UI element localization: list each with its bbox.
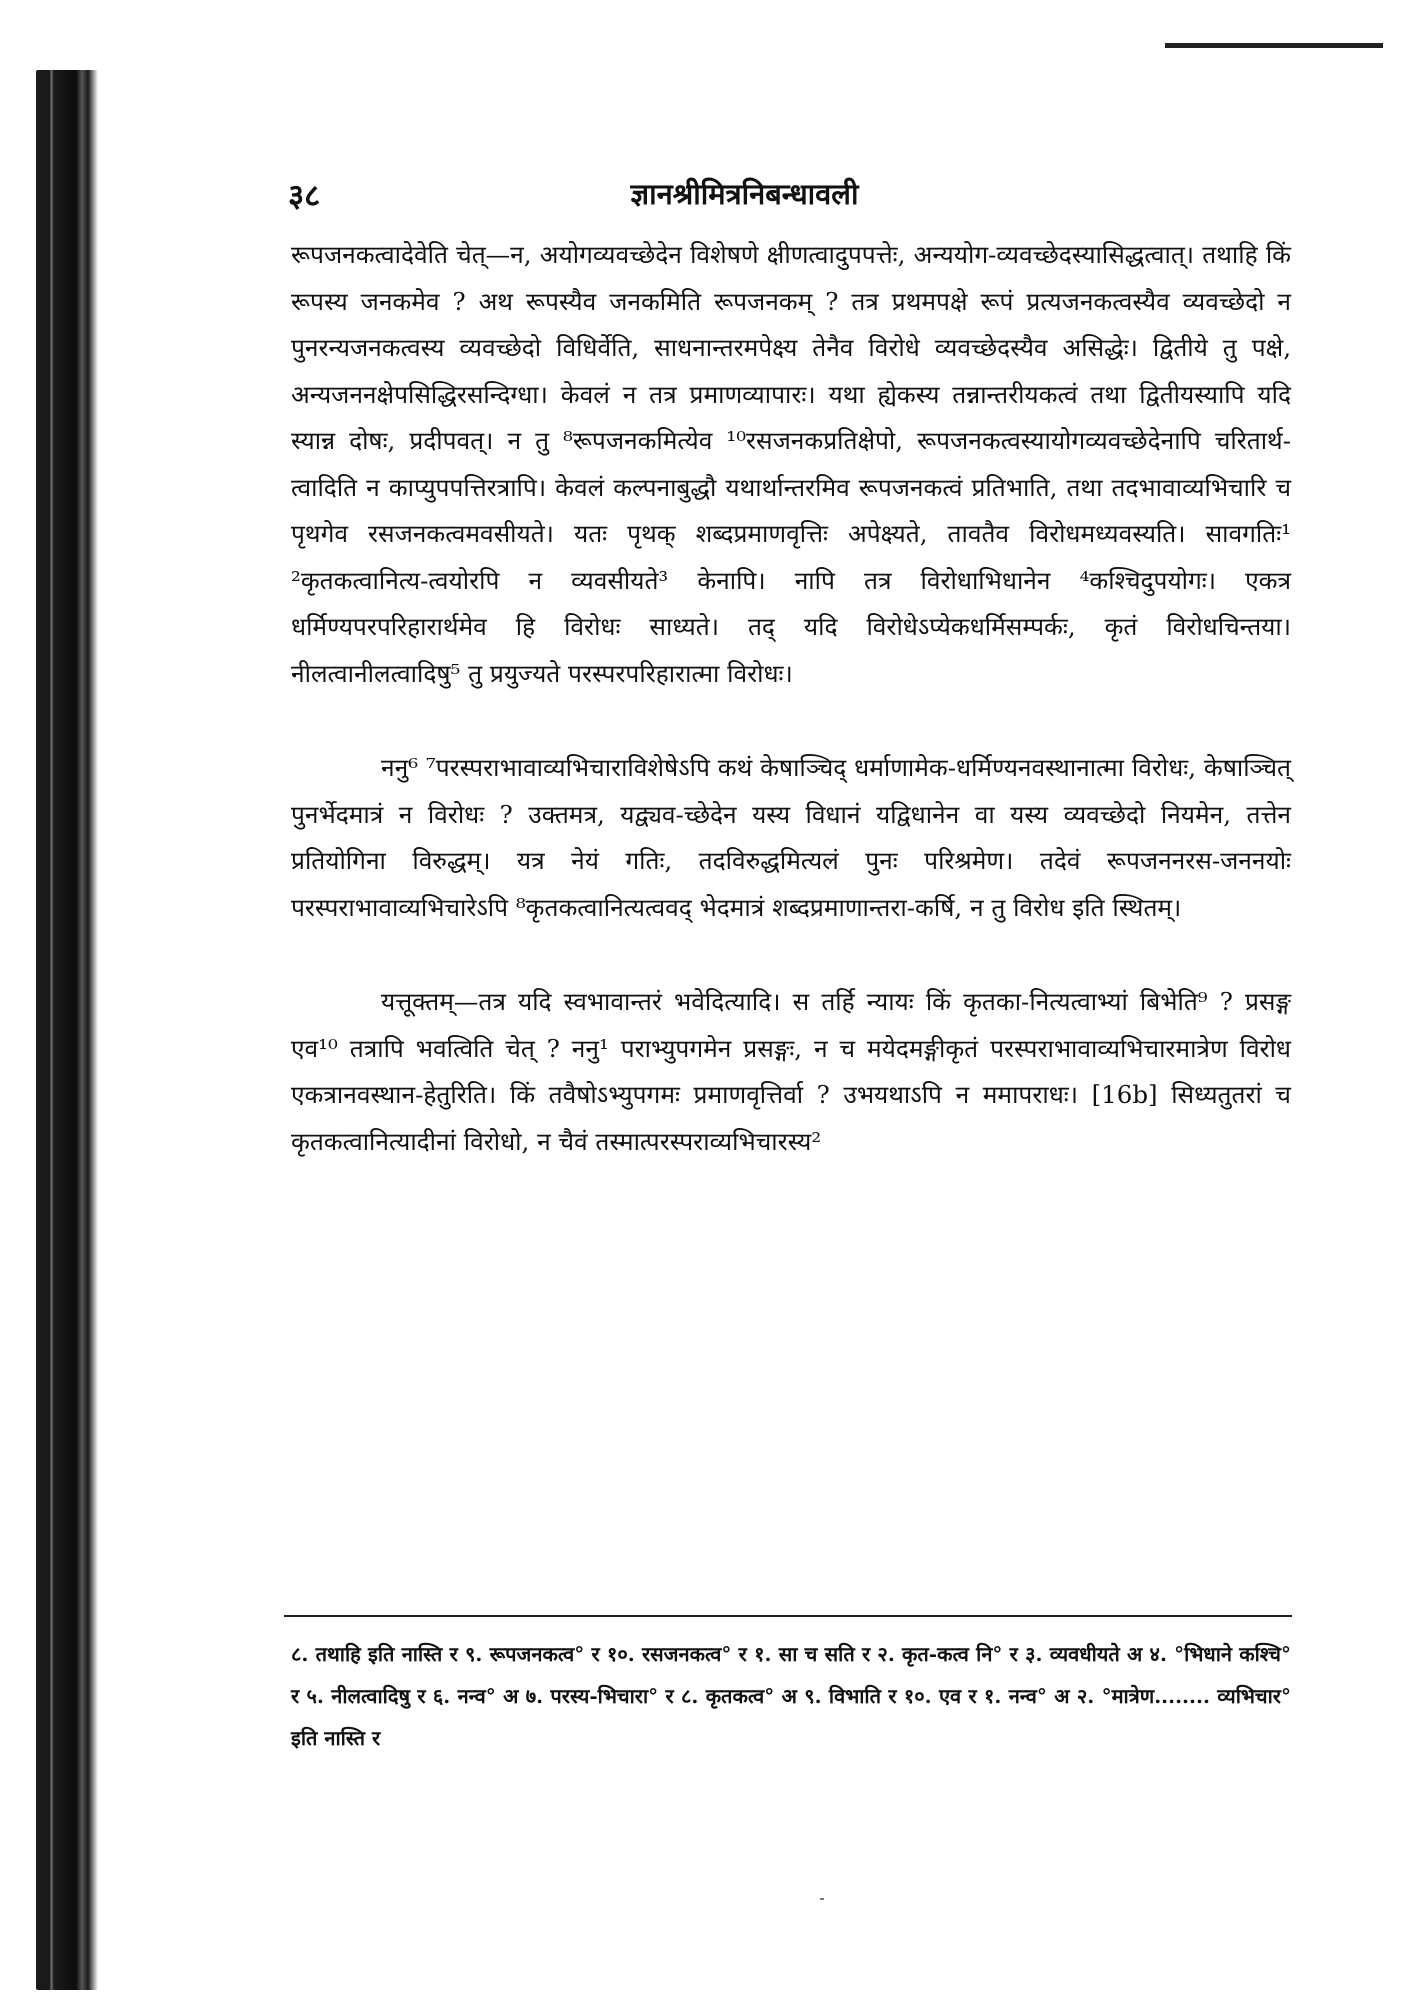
body-text — [291, 232, 1291, 1213]
page-number: ३८ — [288, 178, 321, 214]
top-rule — [1165, 43, 1383, 48]
running-title: ज्ञानश्रीमित्रनिबन्धावली — [630, 177, 859, 211]
page-binding-edge — [36, 70, 98, 1990]
paragraph-2: ननु⁶ ⁷परस्पराभावाव्यभिचाराविशेषेऽपि कथं केषाञ्चिद् धर्माणामेक-धर्मिण्यनवस्थानात्मा विरोधः, केषाञ्चित् पुनर्भेदमात्रं न विरोधः ? उक्तमत्र, यद्व्यव-च्छेदेन यस्य विधानं यद्विधानेन वा यस्य व्यवच्छेदो नियमेन, तत्तेन प्रतियोगिना विरुद्धम्। यत्र नेयं गतिः, तदविरुद्धमित्यलं पुनः परिश्रमेण। तदेवं रूपजननरस-जननयोः परस्पराभावाव्यभिचारेऽपि ⁸कृतकत्वानित्यत्ववद् भेदमात्रं शब्दप्रमाणान्तरा-कर्षि, न तु विरोध इति स्थितम्। — [291, 753, 1291, 922]
footnotes: ८. तथाहि इति नास्ति र ९. रूपजनकत्व° र १०. रसजनकत्व° र १. सा च सति र २. कृत-कत्व नि° र ३. व्यवधीयते अ ४. °भिधाने कश्चि° र ५. नीलत्वादिषु र ६. नन्व° अ ७. परस्य-भिचारा° र ८. कृतकत्व° अ ९. विभाति र १०. एव र १. नन्व° अ २. °मात्रेण........ व्यभिचार° इति नास्ति र — [291, 1642, 1291, 1750]
paragraph-3: यत्तूक्तम्—तत्र यदि स्वभावान्तरं भवेदित्यादि। स तर्हि न्यायः किं कृतका-नित्यत्वाभ्यां बिभेति⁹ ? प्रसङ्ग एव¹⁰ तत्रापि भवत्विति चेत् ? ननु¹ पराभ्युपगमेन प्रसङ्गः, न च मयेदमङ्गीकृतं परस्पराभावाव्यभिचारमात्रेण विरोध एकत्रानवस्थान-हेतुरिति। किं तवैषोऽभ्युपगमः प्रमाणवृत्तिर्वा ? उभयथाऽपि न ममापराधः। [16b] सिध्यतुतरां च कृतकत्वानित्यादीनां विरोधो, न चैवं तस्मात्परस्पराव्यभिचारस्य² — [291, 987, 1291, 1156]
footnote-divider — [284, 1615, 1292, 1617]
paragraph-1: रूपजनकत्वादेवेति चेत्—न, अयोगव्यवच्छेदेन विशेषणे क्षीणत्वादुपपत्तेः, अन्ययोग-व्यवच्छेदस्यासिद्धत्वात्। तथाहि किं रूपस्य जनकमेव ? अथ रूपस्यैव जनकमिति रूपजनकम् ? तत्र प्रथमपक्षे रूपं प्रत्यजनकत्वस्यैव व्यवच्छेदो न पुनरन्यजनकत्वस्य व्यवच्छेदो विधिर्वेति, साधनान्तरमपेक्ष्य तेनैव विरोधे व्यवच्छेदस्यैव असिद्धेः। द्वितीये तु पक्षे, अन्यजननक्षेपसिद्धिरसन्दिग्धा। केवलं न तत्र प्रमाणव्यापारः। यथा ह्येकस्य तन्नान्तरीयकत्वं तथा द्वितीयस्यापि यदि स्यान्न दोषः, प्रदीपवत्। न तु ⁸रूपजनकमित्येव ¹⁰रसजनकप्रतिक्षेपो, रूपजनकत्वस्यायोगव्यवच्छेदेनापि चरितार्थ-त्वादिति न काप्युपपत्तिरत्रापि। केवलं कल्पनाबुद्धौ यथार्थान्तरमिव रूपजनकत्वं प्रतिभाति, तथा तदभावाव्यभिचारि च पृथगेव रसजनकत्वमवसीयते। यतः पृथक् शब्दप्रमाणवृत्तिः अपेक्ष्यते, तावतैव विरोधमध्यवस्यति। सावगतिः¹ ²कृतकत्वानित्य-त्वयोरपि न व्यवसीयते³ केनापि। नापि तत्र विरोधाभिधानेन ⁴कश्चिदुपयोगः। एकत्र धर्मिण्यपरपरिहारार्थमेव हि विरोधः साध्यते। तद् यदि विरोधेऽप्येकधर्मिसम्पर्कः, कृतं विरोधचिन्तया। नीलत्वानीलत्वादिषु⁵ तु प्रयुज्यते परस्परपरिहारात्मा विरोधः। — [291, 240, 1291, 688]
scan-speck — [820, 1898, 824, 1900]
